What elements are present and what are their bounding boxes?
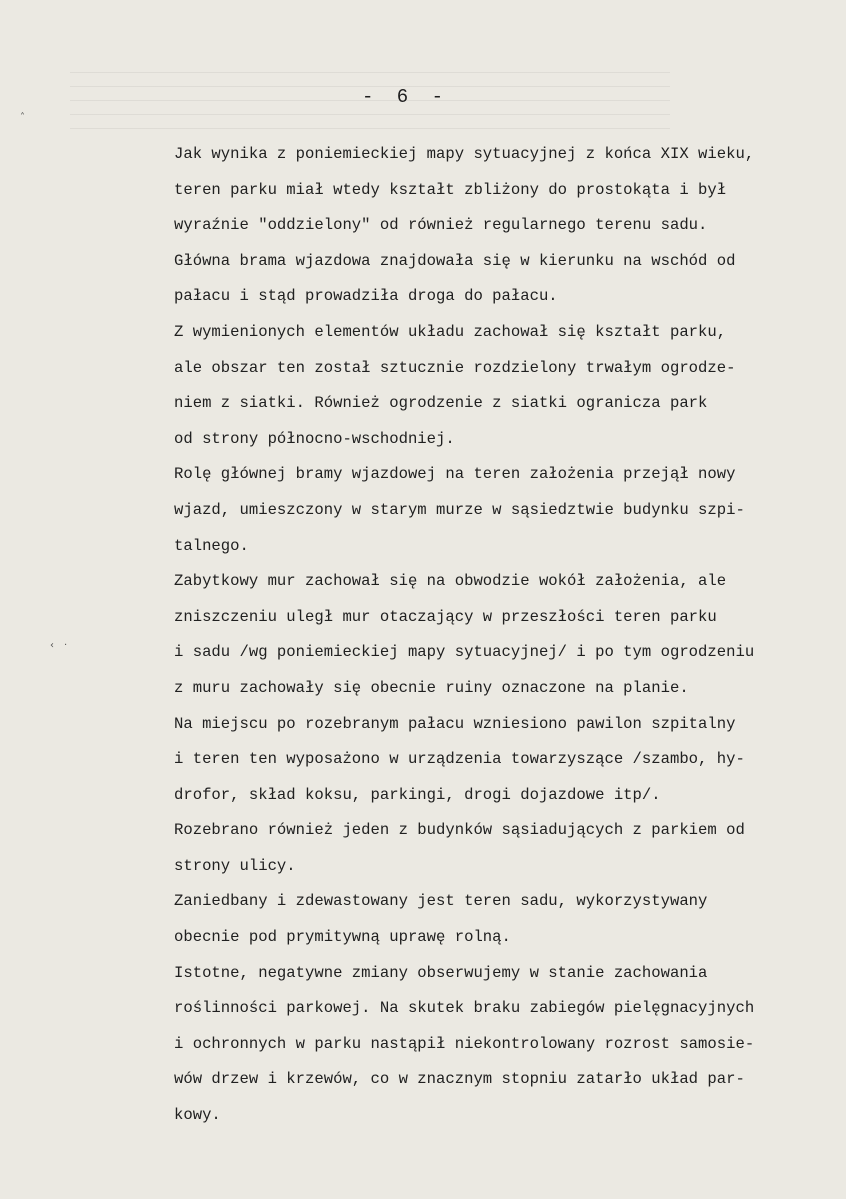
text-line: Zaniedbany i zdewastowany jest teren sadu, wykorzystywany [174, 892, 708, 911]
margin-mark: · [64, 640, 68, 651]
text-line: teren parku miał wtedy kształt zbliżony do prostokąta i był [174, 180, 727, 199]
text-line: Istotne, negatywne zmiany obserwujemy w stanie zachowania [174, 963, 708, 982]
text-line: Jak wynika z poniemieckiej mapy sytuacyjnej z końca XIX wieku, [174, 145, 755, 163]
text-line: z muru zachowały się obecnie ruiny oznaczone na planie. [174, 678, 689, 697]
text-line: Zabytkowy mur zachował się na obwodzie wokół założenia, ale [174, 572, 727, 591]
text-line: kowy. [174, 1106, 221, 1125]
text-line: Na miejscu po rozebranym pałacu wzniesiono pawilon szpitalny [174, 714, 736, 733]
margin-mark: ˄ [20, 112, 25, 123]
text-line: obecnie pod prymitywną uprawę rolną. [174, 928, 511, 947]
text-line: i teren ten wyposażono w urządzenia towarzyszące /szambo, hy- [174, 750, 745, 769]
text-line: talnego. [174, 536, 249, 555]
text-line: Z wymienionych elementów układu zachował się kształt parku, [174, 322, 727, 341]
typewritten-text [174, 137, 834, 1134]
text-line: Główna brama wjazdowa znajdowała się w kierunku na wschód od [174, 251, 736, 270]
text-line: strony ulicy. [174, 856, 296, 875]
page-number: - 6 - [362, 86, 450, 108]
text-line: Rolę głównej bramy wjazdowej na teren założenia przejął nowy [174, 465, 736, 484]
text-line: roślinności parkowej. Na skutek braku zabiegów pielęgnacyjnych [174, 999, 755, 1018]
text-line: Rozebrano również jeden z budynków sąsiadujących z parkiem od [174, 821, 745, 840]
text-line: i sadu /wg poniemieckiej mapy sytuacyjnej/ i po tym ogrodzeniu [174, 643, 755, 662]
margin-mark: ‹ [50, 640, 54, 651]
text-line: wów drzew i krzewów, co w znacznym stopniu zatarło układ par- [174, 1070, 745, 1089]
text-line: i ochronnych w parku nastąpił niekontrolowany rozrost samosie- [174, 1034, 755, 1053]
text-line: ale obszar ten został sztucznie rozdzielony trwałym ogrodze- [174, 358, 736, 377]
text-line: od strony północno-wschodniej. [174, 429, 455, 448]
text-line: zniszczeniu uległ mur otaczający w przeszłości teren parku [174, 607, 717, 626]
text-line: wjazd, umieszczony w starym murze w sąsiedztwie budynku szpi- [174, 500, 745, 519]
text-line: drofor, skład koksu, parkingi, drogi dojazdowe itp/. [174, 785, 661, 804]
text-line: pałacu i stąd prowadziła droga do pałacu. [174, 287, 558, 306]
text-line: niem z siatki. Również ogrodzenie z siatki ogranicza park [174, 394, 708, 413]
text-line: wyraźnie "oddzielony" od również regularnego terenu sadu. [174, 216, 708, 235]
